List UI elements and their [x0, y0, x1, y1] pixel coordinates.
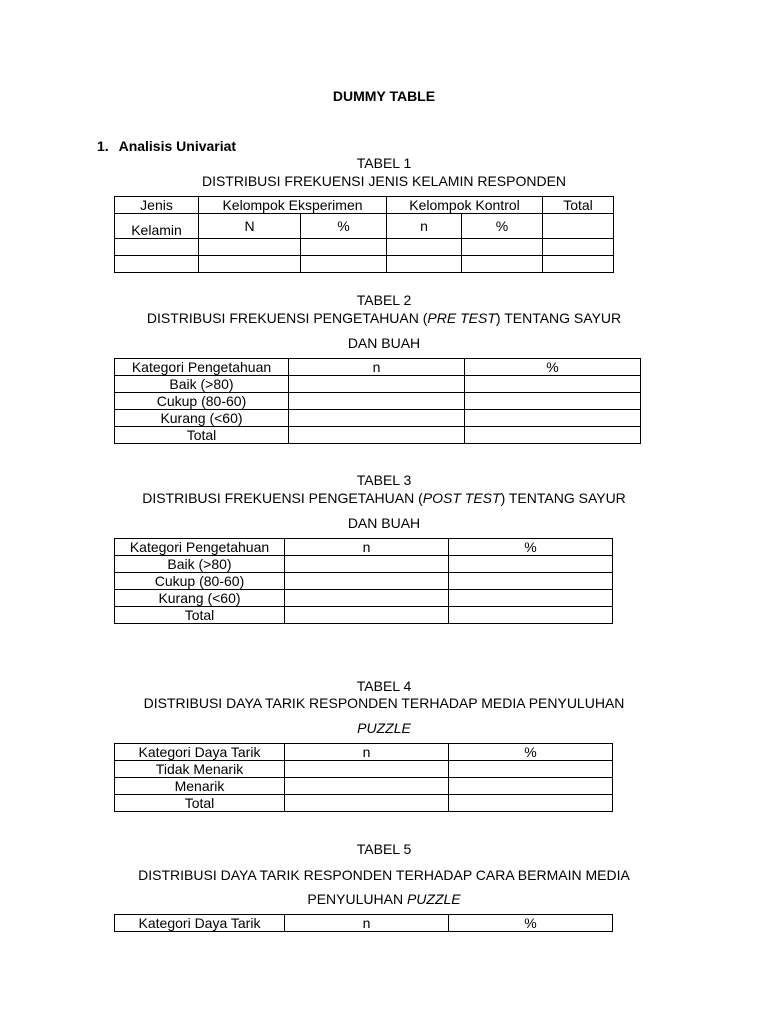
header-kategori: Kategori Daya Tarik	[115, 915, 285, 932]
table-row	[115, 915, 613, 932]
table-cell	[462, 239, 543, 256]
table4-caption: DISTRIBUSI DAYA TARIK RESPONDEN TERHADAP MEDIA PENYULUHAN	[143, 695, 625, 711]
caption-italic: PUZZLE	[357, 720, 411, 736]
table-cell	[285, 590, 449, 607]
header-eksperimen: Kelompok Eksperimen	[199, 197, 387, 214]
table-cell	[449, 590, 613, 607]
table-cell	[301, 256, 387, 273]
row-label: Baik (>80)	[115, 376, 289, 393]
table-cell	[199, 256, 301, 273]
caption-text: PENYULUHAN	[307, 891, 407, 907]
table-cell	[199, 239, 301, 256]
header-pct: %	[449, 539, 613, 556]
table-cell	[387, 239, 462, 256]
table-row	[115, 256, 614, 273]
header-pct: %	[449, 915, 613, 932]
table-cell	[289, 410, 465, 427]
section-title: Analisis Univariat	[118, 138, 237, 154]
table5-caption: DISTRIBUSI DAYA TARIK RESPONDEN TERHADAP CARA BERMAIN MEDIA	[138, 867, 630, 883]
sub-header-N: N	[199, 214, 301, 239]
table-cell	[543, 239, 614, 256]
row-label: Cukup (80-60)	[115, 393, 289, 410]
document-title: DUMMY TABLE	[332, 88, 436, 104]
table-cell	[449, 795, 613, 812]
table-cell	[543, 256, 614, 273]
caption-text: ) TENTANG SAYUR	[500, 490, 626, 506]
table-cell	[449, 573, 613, 590]
table2-caption-line2: DAN BUAH	[347, 335, 421, 351]
section-heading	[97, 138, 236, 154]
table-row	[115, 427, 641, 444]
table-cell	[285, 795, 449, 812]
table-cell	[115, 256, 199, 273]
table-cell	[301, 239, 387, 256]
table-cell	[449, 761, 613, 778]
table-cell	[449, 607, 613, 624]
table1-caption: DISTRIBUSI FREKUENSI JENIS KELAMIN RESPONDEN	[201, 173, 567, 189]
table4-label: TABEL 4	[356, 678, 412, 694]
table2-label: TABEL 2	[356, 292, 412, 308]
header-kategori: Kategori Daya Tarik	[115, 744, 285, 761]
table1	[114, 196, 614, 273]
table-cell	[289, 376, 465, 393]
row-label: Menarik	[115, 778, 285, 795]
table5-caption-line2	[0, 890, 768, 908]
header-n: n	[285, 539, 449, 556]
caption-text: ) TENTANG SAYUR	[495, 310, 622, 326]
sub-header-pct: %	[301, 214, 387, 239]
table3-label: TABEL 3	[356, 472, 412, 488]
header-n: n	[285, 744, 449, 761]
table-cell	[285, 778, 449, 795]
header-total: Total	[543, 197, 614, 214]
row-label: Total	[115, 427, 289, 444]
header-n: n	[285, 915, 449, 932]
table5	[114, 914, 613, 932]
table-cell	[465, 410, 641, 427]
table-row	[115, 239, 614, 256]
sub-header-pct: %	[462, 214, 543, 239]
table2-caption	[0, 309, 768, 327]
section-number: 1.	[97, 138, 109, 154]
table-cell	[289, 427, 465, 444]
row-label: Tidak Menarik	[115, 761, 285, 778]
table-row	[115, 795, 613, 812]
caption-text: DISTRIBUSI FREKUENSI PENGETAHUAN (	[146, 310, 428, 326]
table-cell	[465, 427, 641, 444]
table-row	[115, 744, 613, 761]
table2	[114, 358, 641, 444]
table5-label: TABEL 5	[356, 841, 412, 857]
table4-caption-line2	[0, 719, 768, 737]
header-kelamin: Kelamin	[115, 214, 199, 239]
table3	[114, 538, 613, 624]
table-cell	[285, 573, 449, 590]
row-label: Kurang (<60)	[115, 590, 285, 607]
caption-italic: POST TEST	[422, 490, 501, 506]
table-cell	[543, 214, 614, 239]
table-cell	[115, 239, 199, 256]
header-kategori: Kategori Pengetahuan	[115, 539, 285, 556]
row-label: Kurang (<60)	[115, 410, 289, 427]
row-label: Total	[115, 795, 285, 812]
table-cell	[449, 778, 613, 795]
table3-caption	[0, 489, 768, 507]
table-row	[115, 214, 614, 239]
table-cell	[465, 376, 641, 393]
row-label: Total	[115, 607, 285, 624]
table-cell	[387, 256, 462, 273]
header-kontrol: Kelompok Kontrol	[387, 197, 543, 214]
table-cell	[462, 256, 543, 273]
table-row	[115, 761, 613, 778]
table-row	[115, 539, 613, 556]
table4	[114, 743, 613, 812]
table-cell	[465, 393, 641, 410]
table-row	[115, 778, 613, 795]
table-row	[115, 410, 641, 427]
header-pct: %	[449, 744, 613, 761]
row-label: Cukup (80-60)	[115, 573, 285, 590]
header-n: n	[289, 359, 465, 376]
table3-caption-line2: DAN BUAH	[347, 515, 421, 531]
table-row	[115, 573, 613, 590]
table-row	[115, 359, 641, 376]
table-row	[115, 556, 613, 573]
table-row	[115, 376, 641, 393]
table-cell	[285, 761, 449, 778]
table-row	[115, 393, 641, 410]
row-label: Baik (>80)	[115, 556, 285, 573]
table-cell	[285, 607, 449, 624]
table-row	[115, 197, 614, 214]
table1-label: TABEL 1	[356, 155, 412, 171]
header-kategori: Kategori Pengetahuan	[115, 359, 289, 376]
table-cell	[449, 556, 613, 573]
sub-header-n: n	[387, 214, 462, 239]
header-jenis: Jenis	[115, 197, 199, 214]
table-row	[115, 590, 613, 607]
caption-text: DISTRIBUSI FREKUENSI PENGETAHUAN (	[142, 490, 423, 506]
caption-italic: PUZZLE	[406, 891, 461, 907]
caption-italic: PRE TEST	[427, 310, 496, 326]
table-cell	[285, 556, 449, 573]
header-pct: %	[465, 359, 641, 376]
table-row	[115, 607, 613, 624]
table-cell	[289, 393, 465, 410]
